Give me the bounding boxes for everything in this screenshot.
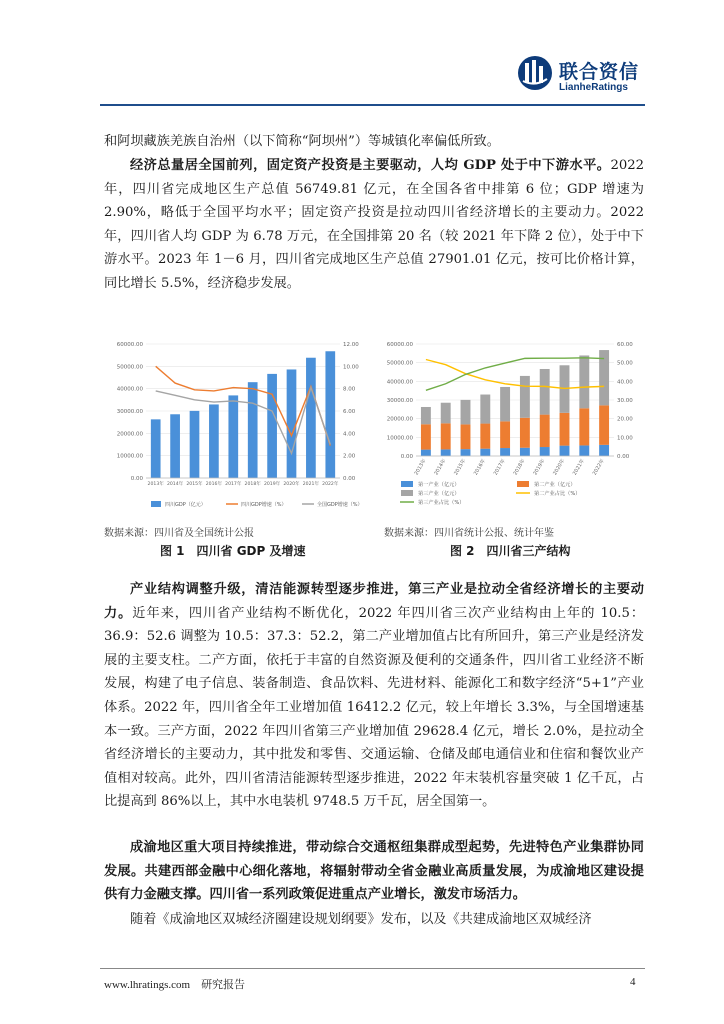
bar — [461, 424, 471, 449]
legend-label: 四川GDP增速（%） — [241, 502, 287, 508]
figure2-caption: 图 2 四川省三产结构 — [450, 544, 571, 558]
footer-url[interactable]: www.lhratings.com — [104, 979, 191, 991]
brand-name-cn: 联合资信 — [559, 61, 640, 83]
bar — [520, 418, 530, 448]
legend-label: 第三产业占比（%） — [418, 500, 465, 506]
y-right-tick-label: 0.00 — [343, 476, 356, 482]
bar — [441, 449, 451, 456]
y-left-tick-label: 40000.00 — [116, 386, 143, 393]
x-tick-label: 2016年 — [205, 482, 223, 487]
paragraph-continuation: 和阿坝藏族羌族自治州（以下简称“阿坝州”）等城镇化率偏低所致。 — [104, 134, 500, 149]
bar — [560, 446, 570, 456]
y-right-tick-label: 4.00 — [343, 431, 356, 438]
bar — [421, 450, 431, 456]
y-right-tick-label: 10.00 — [343, 364, 359, 371]
bar — [520, 448, 530, 456]
y-left-tick-label: 50000.00 — [116, 364, 143, 371]
bar — [480, 395, 490, 424]
y-left-tick-label: 30000.00 — [386, 398, 413, 404]
x-tick-label: 2021年 — [571, 458, 587, 477]
y-right-tick-label: 0.00 — [617, 454, 630, 460]
x-tick-label: 2020年 — [552, 458, 567, 477]
legend-label: 第二产业（亿元） — [534, 482, 576, 488]
x-tick-label: 2017年 — [492, 458, 507, 477]
series-line — [156, 388, 331, 454]
bar — [421, 424, 431, 449]
bar — [441, 423, 451, 449]
bar — [540, 415, 550, 447]
y-right-tick-label: 2.00 — [343, 453, 356, 460]
bar — [325, 351, 335, 478]
y-right-tick-label: 20.00 — [617, 416, 633, 423]
y-right-tick-label: 40.00 — [617, 379, 633, 386]
bar — [579, 355, 589, 408]
bar — [287, 369, 297, 478]
paragraph-economy — [104, 154, 644, 296]
bar — [190, 411, 200, 478]
y-left-tick-label: 40000.00 — [386, 379, 413, 386]
x-tick-label: 2014年 — [433, 458, 448, 477]
y-left-tick-label: 30000.00 — [116, 409, 143, 415]
brand-logo — [517, 55, 647, 97]
bar — [421, 407, 431, 424]
x-tick-label: 2014年 — [166, 482, 184, 487]
footer-site — [104, 976, 245, 992]
page-number: 4 — [630, 976, 636, 988]
lianhe-logo-icon — [517, 55, 553, 91]
y-right-tick-label: 30.00 — [617, 398, 633, 404]
bar — [500, 421, 510, 448]
bar — [579, 408, 589, 445]
figure2-source: 数据来源：四川省统计公报、统计年鉴 — [384, 528, 554, 539]
legend-swatch — [401, 490, 413, 496]
legend-label: 第一产业（亿元） — [418, 482, 460, 488]
x-tick-label: 2013年 — [147, 482, 164, 487]
y-left-tick-label: 10000.00 — [116, 453, 143, 460]
x-tick-label: 2013年 — [413, 458, 428, 477]
y-right-tick-label: 60.00 — [617, 342, 633, 348]
x-tick-label: 2021年 — [302, 482, 320, 487]
y-right-tick-label: 12.00 — [343, 342, 359, 348]
y-left-tick-label: 20000.00 — [116, 431, 143, 438]
bar — [151, 419, 161, 478]
bar — [560, 413, 570, 446]
x-tick-label: 2017年 — [225, 482, 242, 487]
bar — [540, 369, 550, 415]
y-right-tick-label: 8.00 — [343, 386, 356, 393]
x-tick-label: 2022年 — [322, 482, 339, 487]
y-right-tick-label: 50.00 — [617, 360, 633, 367]
paragraph-chengyu — [104, 836, 644, 907]
bar — [461, 449, 471, 456]
series-line — [426, 359, 604, 388]
x-tick-label: 2015年 — [186, 482, 203, 487]
y-left-tick-label: 50000.00 — [386, 360, 413, 367]
y-left-tick-label: 20000.00 — [386, 416, 413, 423]
legend-swatch — [401, 481, 413, 487]
brand-name-en: LianheRatings — [559, 82, 628, 93]
x-tick-label: 2018年 — [244, 482, 261, 487]
industry-structure-chart — [380, 332, 650, 516]
legend-swatch — [517, 481, 529, 487]
x-tick-label: 2016年 — [472, 458, 488, 477]
bar — [599, 405, 609, 444]
figure1-caption: 图 1 四川省 GDP 及增速 — [160, 544, 306, 558]
series-line — [156, 366, 331, 445]
gdp-growth-chart — [100, 332, 376, 516]
bar — [209, 404, 219, 478]
footer-divider — [100, 968, 645, 969]
bar — [480, 449, 490, 456]
y-left-tick-label: 0.00 — [130, 476, 143, 482]
y-left-tick-label: 60000.00 — [386, 342, 413, 348]
y-left-tick-label: 10000.00 — [386, 435, 413, 442]
bar — [599, 445, 609, 456]
legend-label: 四川GDP（亿元） — [165, 502, 206, 508]
x-tick-label: 2019年 — [532, 458, 547, 477]
bar — [228, 395, 238, 478]
bar — [170, 414, 180, 478]
bar — [500, 387, 510, 421]
bar — [461, 400, 471, 425]
x-tick-label: 2018年 — [512, 458, 527, 477]
figure1-source: 数据来源：四川省及全国统计公报 — [104, 528, 254, 539]
paragraph-plan: 随着《成渝地区双城经济圈建设规划纲要》发布，以及《共建成渝地区双城经济 — [130, 912, 592, 927]
bar — [520, 376, 530, 418]
y-left-tick-label: 0.00 — [400, 454, 413, 460]
paragraph-economy-body: 2022 年，四川省完成地区生产总值 56749.81 亿元，在全国各省中排第 6 位；GDP 增速为 2.90%，略低于全国平均水平；固定资产投资是拉动四川省经济增长的主要动力。2022 年，四川省人均 GDP 为 6.78 万元，在全国排第 20 名（较 2021 年下降 2 位），处于中下游水平。2023 年 1－6 月，四川省完成地区生产总值 27901.01 亿元，按可比价格计算，同比增长 5.5%，经济稳步发展。 — [104, 158, 644, 291]
footer-label: 研究报告 — [201, 979, 246, 991]
bar — [500, 448, 510, 456]
x-tick-label: 2022年 — [591, 458, 606, 477]
bar — [480, 424, 490, 449]
bar — [267, 374, 277, 478]
legend-swatch — [151, 501, 161, 507]
bar — [540, 447, 550, 456]
paragraph-industry-body: 近年来，四川省产业结构不断优化，2022 年四川省三次产业结构由上年的 10.5：36.9：52.6 调整为 10.5：37.3：52.2，第二产业增加值占比有所回升，第三产业是经济发展的主要支柱。二产方面，依托于丰富的自然资源及便利的交通条件，四川省工业经济不断发展，构建了电子信息、装备制造、食品饮料、先进材料、能源化工和数字经济“5+1”产业体系。2022 年，四川省全年工业增加值 16412.2 亿元，较上年增长 3.3%，与全国增速基本一致。三产方面，2022 年四川省第三产业增加值 29628.4 亿元，增长 2.0%，是拉动全省经济增长的主要动力，其中批发和零售、交通运输、仓储及邮电通信业和住宿和餐饮业产值相对较高。此外，四川省清洁能源转型逐步推进，2022 年末装机容量突破 1 亿千瓦，占比提高到 86%以上，其中水电装机 9748.5 万千瓦，居全国第一。 — [104, 605, 645, 810]
bar — [579, 445, 589, 456]
y-left-tick-label: 60000.00 — [116, 342, 143, 348]
x-tick-label: 2019年 — [263, 482, 281, 487]
x-tick-label: 2015年 — [453, 458, 468, 477]
paragraph-economy-lead: 经济总量居全国前列，固定资产投资是主要驱动，人均 GDP 处于中下游水平。 — [130, 158, 611, 173]
y-right-tick-label: 6.00 — [343, 409, 356, 415]
legend-label: 第二产业占比（%） — [534, 491, 581, 497]
header-divider — [100, 104, 645, 106]
paragraph-industry — [104, 578, 644, 814]
paragraph-chengyu-lead: 成渝地区重大项目持续推进，带动综合交通枢纽集群成型起势，先进特色产业集群协同发展。共建西部金融中心细化落地，将辐射带动全省金融业高质量发展，为成渝地区建设提供有力金融支撑。四川省一系列政策促进重点产业增长，激发市场活力。 — [104, 840, 644, 903]
bar — [248, 382, 258, 478]
x-tick-label: 2020年 — [283, 482, 300, 487]
y-right-tick-label: 10.00 — [617, 435, 633, 442]
legend-label: 全国GDP增速（%） — [317, 502, 363, 508]
paragraph-industry-lead: 产业结构调整升级，清洁能源转型逐步推进，第三产业是拉动全省经济增长的主要动力。 — [104, 582, 644, 621]
bar — [441, 403, 451, 424]
bar — [306, 358, 316, 478]
legend-label: 第三产业（亿元） — [418, 491, 460, 497]
